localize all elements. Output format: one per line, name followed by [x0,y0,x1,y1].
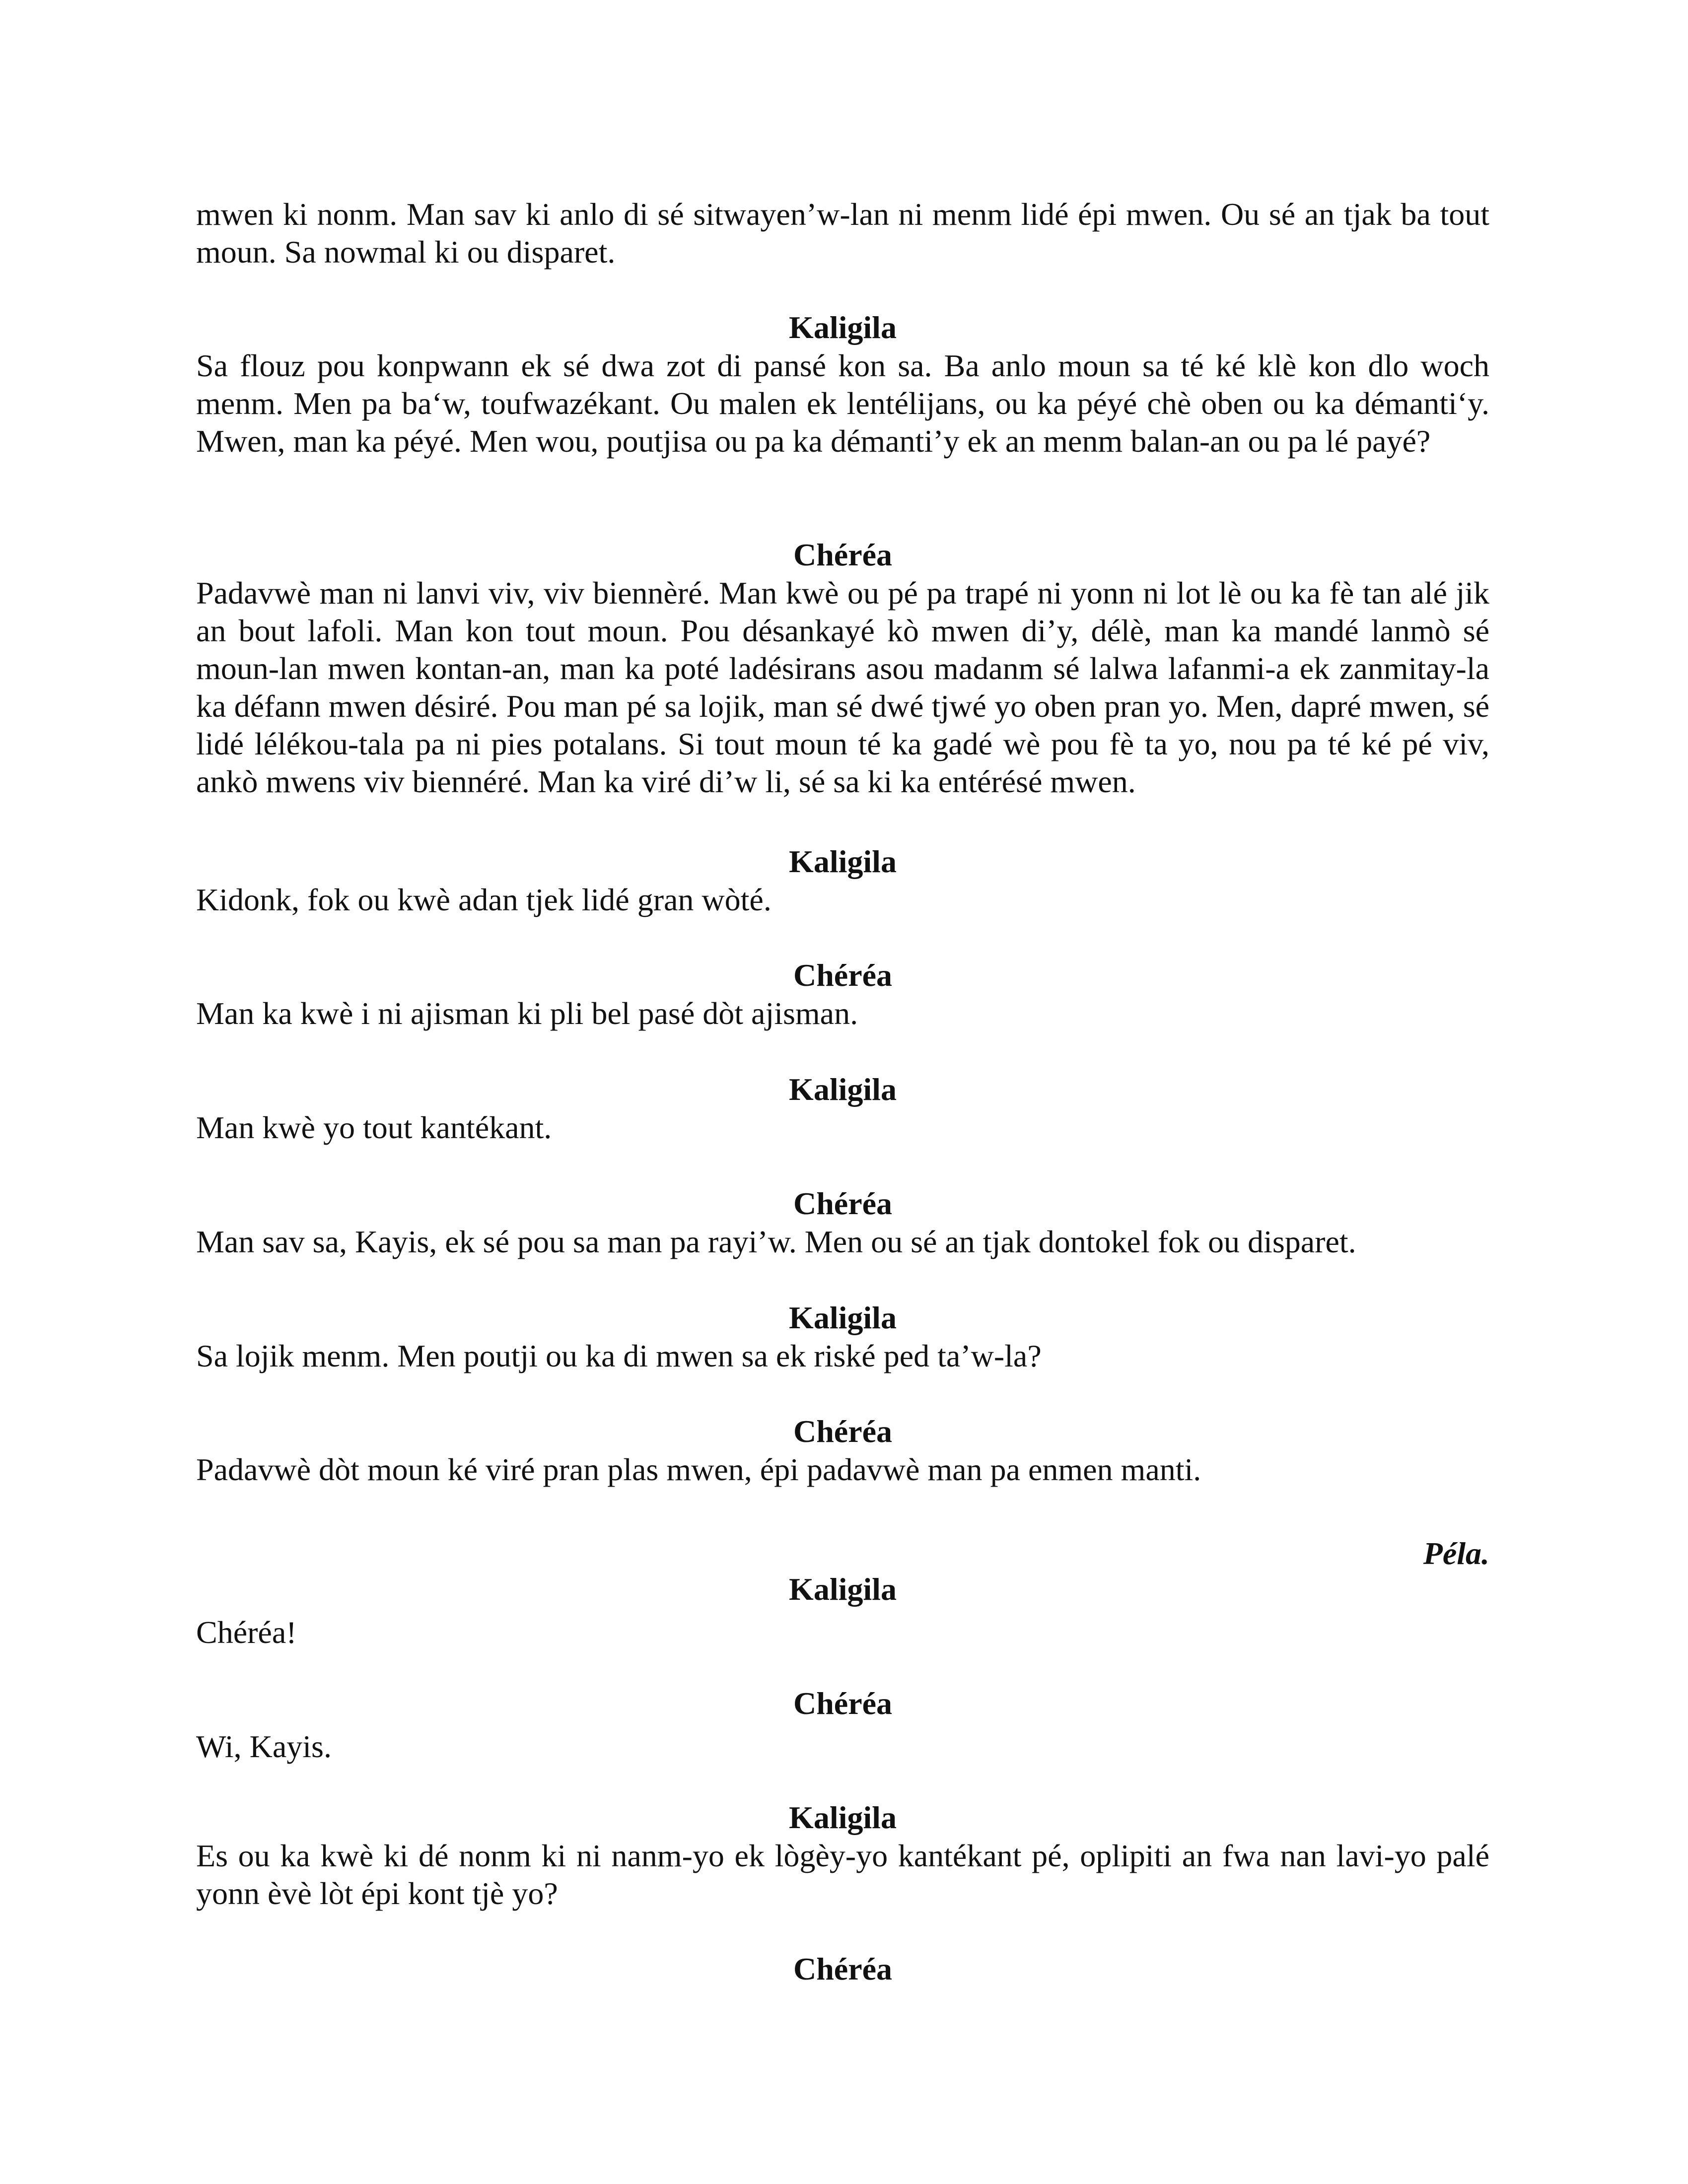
speaker-name: Chéréa [793,1414,893,1449]
speaker-name: Kaligila [789,844,897,879]
paragraph: Padavwè dòt moun ké viré pran plas mwen, épi padavwè man pa enmen manti. [196,1452,1201,1487]
speaker-name: Kaligila [789,310,897,345]
speaker-name: Kaligila [789,1300,897,1335]
speaker-name: Kaligila [789,1571,897,1607]
paragraph: Chéréa! [196,1615,297,1650]
speaker-name: Chéréa [793,957,893,993]
paragraph: Kidonk, fok ou kwè adan tjek lidé gran wòté. [196,882,772,917]
paragraph: Man ka kwè i ni ajisman ki pli bel pasé dòt ajisman. [196,996,858,1031]
speaker-name: Chéréa [793,1186,893,1221]
speaker-name: Chéréa [793,537,893,572]
paragraph: Man kwè yo tout kantékant. [196,1110,552,1145]
paragraph: Es ou ka kwè ki dé nonm ki ni nanm-yo ek lògèy-yo kantékant pé, oplipiti an fwa nan lavi-yo palé yonn èvè lòt épi kont tjè yo? [196,1838,1489,1911]
paragraph: Wi, Kayis. [196,1729,332,1764]
speaker-name: Chéréa [793,1951,893,1986]
stage-direction: Péla. [1423,1536,1489,1571]
paragraph: mwen ki nonm. Man sav ki anlo di sé sitwayen’w-lan ni menm lidé épi mwen. Ou sé an tjak ba tout moun. Sa nowmal ki ou disparet. [196,197,1489,270]
paragraph: Sa lojik menm. Men poutji ou ka di mwen sa ek riské ped ta’w-la? [196,1338,1042,1373]
paragraph: Sa flouz pou konpwann ek sé dwa zot di pansé kon sa. Ba anlo moun sa té ké klè kon dlo woch menm. Men pa ba‘w, toufwazékant. Ou malen ek lentélijans, ou ka péyé chè oben ou ka démanti‘y. Mwen, man ka péyé. Men wou, poutjisa ou pa ka démanti’y ek an menm balan-an ou pa lé payé? [196,348,1489,459]
speaker-name: Kaligila [789,1072,897,1107]
paragraph: Man sav sa, Kayis, ek sé pou sa man pa rayi’w. Men ou sé an tjak dontokel fok ou disparet. [196,1224,1356,1259]
speaker-name: Kaligila [789,1800,897,1835]
speaker-name: Chéréa [793,1686,893,1721]
paragraph: Padavwè man ni lanvi viv, viv biennèré. Man kwè ou pé pa trapé ni yonn ni lot lè ou ka fè tan alé jik an bout lafoli. Man kon tout moun. Pou désankayé kò mwen di’y, délè, man ka mandé lanmò sé moun-lan mwen kontan-an, man ka poté ladésirans asou madanm sé lalwa lafanmi-a ek zanmitay-la ka défann mwen désiré. Pou man pé sa lojik, man sé dwé tjwé yo oben pran yo. Men, dapré mwen, sé lidé lélékou-tala pa ni pies potalans. Si tout moun té ka gadé wè pou fè ta yo, nou pa té ké pé viv, ankò mwens viv biennéré. Man ka viré di’w li, sé sa ki ka entérésé mwen. [196,575,1489,799]
